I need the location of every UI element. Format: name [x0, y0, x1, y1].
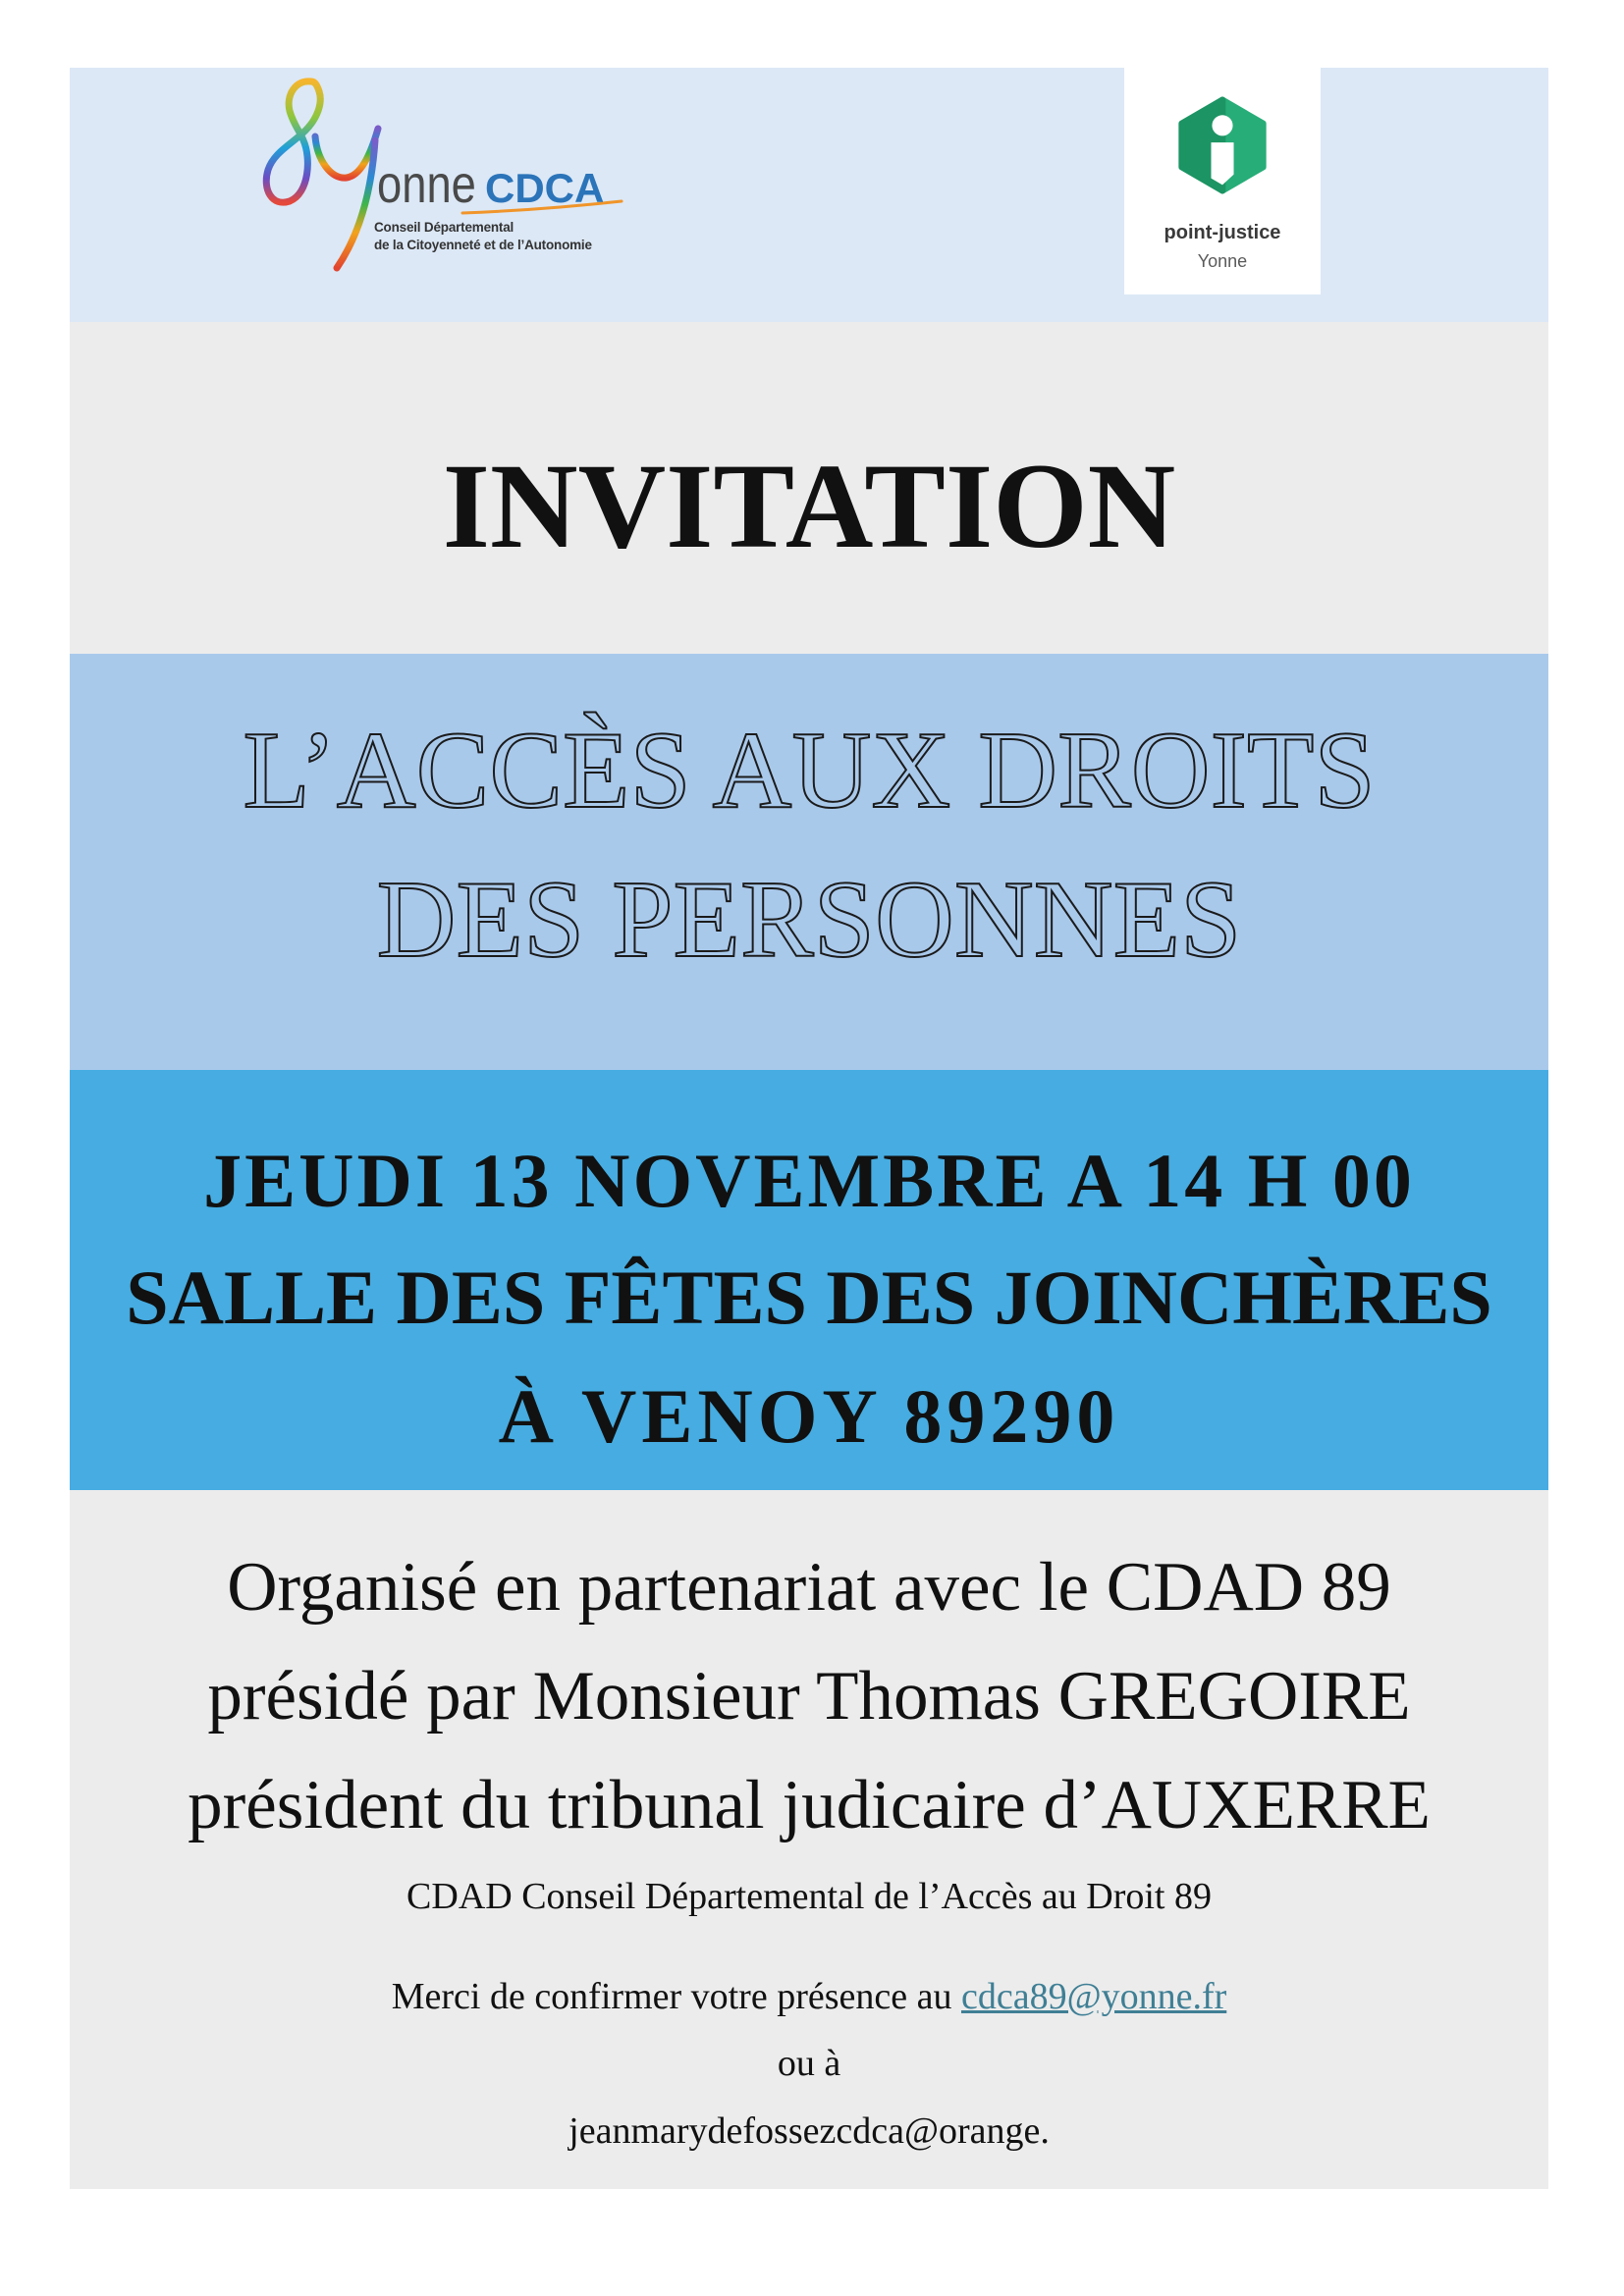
organizer-line-1: Organisé en partenariat avec le CDAD 89 — [227, 1549, 1391, 1626]
theme-line-1: L’ACCÈS AUX DROITS — [243, 710, 1376, 831]
cdca-subtitle-line1: Conseil Départemental — [374, 220, 514, 235]
rsvp-line — [70, 1978, 1548, 2015]
point-justice-name: point-justice — [1164, 222, 1281, 243]
point-justice-place: Yonne — [1197, 251, 1248, 271]
cdca-subtitle-line2: de la Citoyenneté et de l’Autonomie — [374, 238, 592, 252]
point-justice-info-icon — [1175, 95, 1270, 195]
rsvp-email-secondary: jeanmarydefossezcdca@orange. — [568, 2110, 1050, 2152]
cdad-definition: CDAD Conseil Départemental de l’Accès au Droit 89 — [406, 1876, 1212, 1917]
header-band — [70, 68, 1548, 322]
rsvp-or: ou à — [777, 2043, 841, 2084]
rsvp-prompt: Merci de confirmer votre présence au — [391, 1976, 952, 2017]
rsvp-email-link[interactable]: cdca89@yonne.fr — [960, 1976, 1227, 2017]
invitation-sheet — [70, 68, 1548, 2189]
organizer-line-2: présidé par Monsieur Thomas GREGOIRE — [207, 1658, 1411, 1735]
cdca-acronym: CDCA — [485, 165, 605, 211]
title-band — [70, 322, 1548, 654]
invitation-title: INVITATION — [442, 439, 1176, 573]
theme-band — [70, 654, 1548, 1070]
point-justice-logo — [1124, 68, 1321, 294]
event-venue: SALLE DES FÊTES DES JOINCHÈRES — [126, 1255, 1492, 1340]
info-band — [70, 1490, 1548, 2189]
event-town: À VENOY 89290 — [498, 1373, 1120, 1459]
event-band — [70, 1070, 1548, 1490]
event-date-time: JEUDI 13 NOVEMBRE A 14 H 00 — [203, 1138, 1415, 1223]
cdca-wordmark: onne — [377, 155, 476, 214]
organizer-line-3: président du tribunal judicaire d’AUXERRE — [188, 1767, 1431, 1843]
cdca-logo — [256, 76, 728, 277]
theme-line-2: DES PERSONNES — [376, 859, 1242, 981]
